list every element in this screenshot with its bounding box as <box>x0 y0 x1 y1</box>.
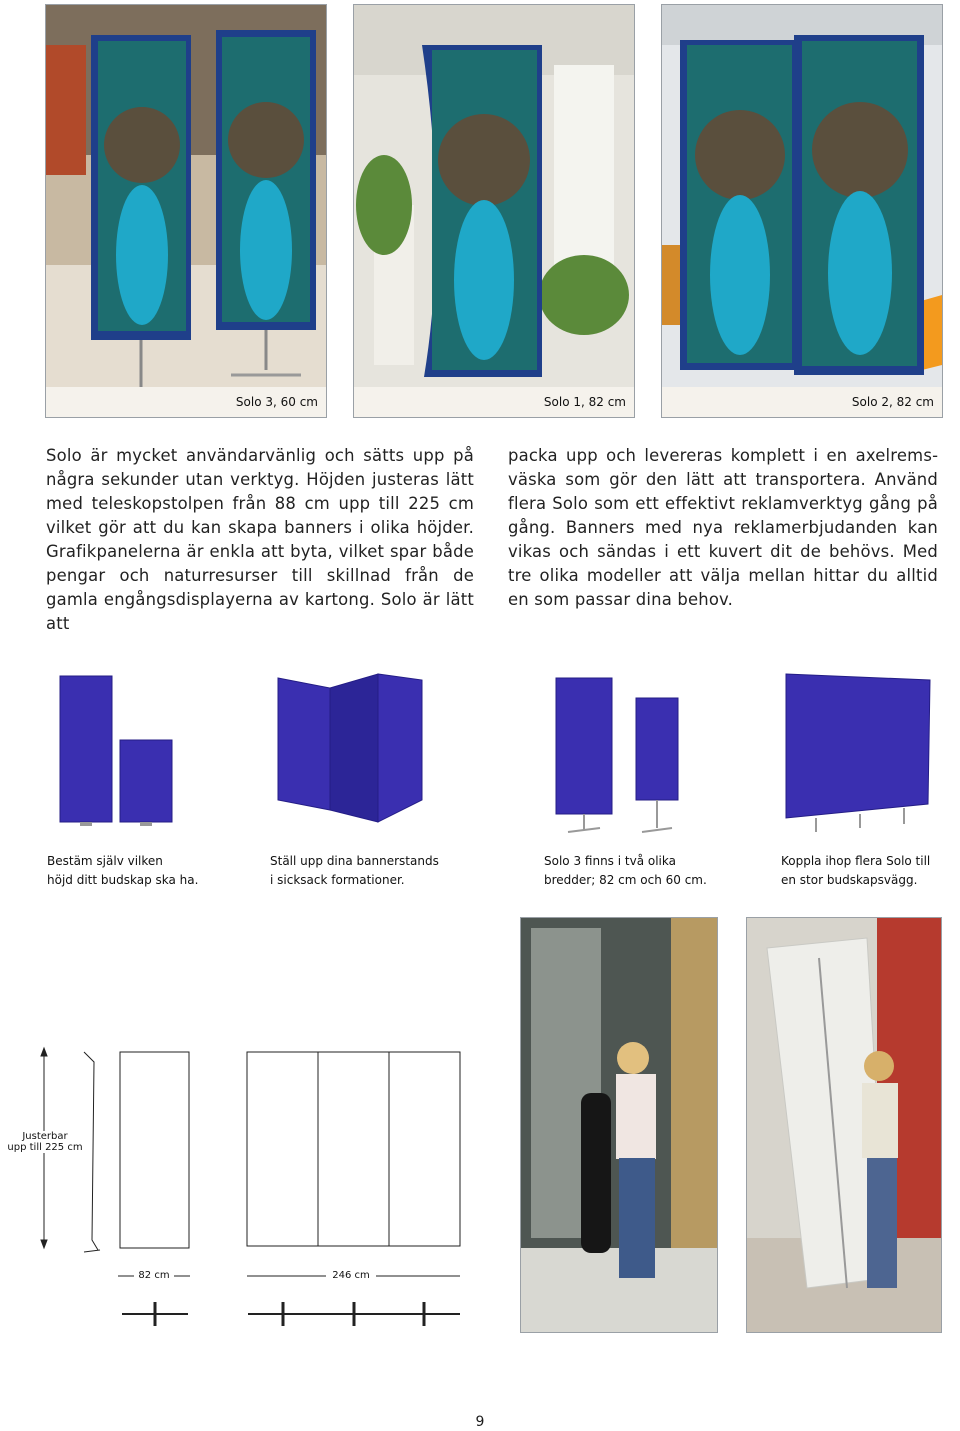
banner-left <box>91 35 191 340</box>
photo-carrying-bag <box>520 917 718 1333</box>
photo-solo2 <box>661 4 943 418</box>
width-single-label: 82 cm <box>134 1270 174 1281</box>
model-wall <box>786 674 930 832</box>
caption-solo3: Solo 3, 60 cm <box>235 395 318 409</box>
body-right-text: packa upp och levereras komplett i en axelremsväska som gör den lätt att transportera. Använd flera Solo som ett effektivt reklamverktyg gång på gång. Banners med nya reklamerbjudanden kan vikas och sändas i ett kuvert dit de behövs. Med tre olika modeller att välja mellan hittar du alltid en som passar dina behov. <box>508 446 938 609</box>
body-left-text: Solo är mycket användarvänlig och sätts upp på några sekunder utan verktyg. Höjden justeras lätt med teleskopstolpen från 88 cm upp till 225 cm vilket gör att du kan skapa banners i olika höjder. Grafikpanelerna är enkla att byta, vilket spar både pengar och naturresurser till skillnad från de gamla engångsdisplayerna av kartong. Solo är lätt att <box>46 446 474 633</box>
model-caption-3-line1: Solo 3 finns i två olika <box>544 854 676 868</box>
model-caption-3-line2: bredder; 82 cm och 60 cm. <box>544 873 707 887</box>
model-caption-4 <box>781 852 930 890</box>
caption-solo2: Solo 2, 82 cm <box>851 395 934 409</box>
technical-drawing <box>0 1040 500 1330</box>
adjustable-label-line2: upp till 225 cm <box>7 1142 83 1153</box>
model-caption-1-line1: Bestäm själv vilken <box>47 854 163 868</box>
model-caption-4-line2: en stor budskapsvägg. <box>781 873 918 887</box>
adjustable-label-line1: Justerbar <box>22 1131 68 1142</box>
model-caption-1 <box>47 852 198 890</box>
model-caption-1-line2: höjd ditt budskap ska ha. <box>47 873 199 887</box>
model-illustrations <box>0 660 960 840</box>
model-caption-4-line1: Koppla ihop flera Solo till <box>781 854 931 868</box>
model-caption-2-line2: i sicksack formationer. <box>270 873 405 887</box>
model-zigzag <box>278 674 422 822</box>
body-right-column <box>508 444 938 612</box>
model-caption-2-line1: Ställ upp dina bannerstands <box>270 854 439 868</box>
photo-assembling <box>746 917 942 1333</box>
banner-right <box>794 35 924 375</box>
banner <box>422 45 542 377</box>
banner-right <box>216 30 316 330</box>
body-left-column <box>46 444 474 636</box>
width-triple-label: 246 cm <box>326 1270 376 1281</box>
caption-solo1: Solo 1, 82 cm <box>543 395 626 409</box>
model-caption-3 <box>544 852 707 890</box>
model-two-heights <box>60 676 172 826</box>
adjustable-label <box>0 1131 90 1153</box>
model-caption-2 <box>270 852 439 890</box>
photo-solo3 <box>45 4 327 418</box>
banner-left <box>680 40 800 370</box>
photo-solo1 <box>353 4 635 418</box>
page-number: 9 <box>475 1414 485 1430</box>
model-two-widths <box>556 678 678 832</box>
